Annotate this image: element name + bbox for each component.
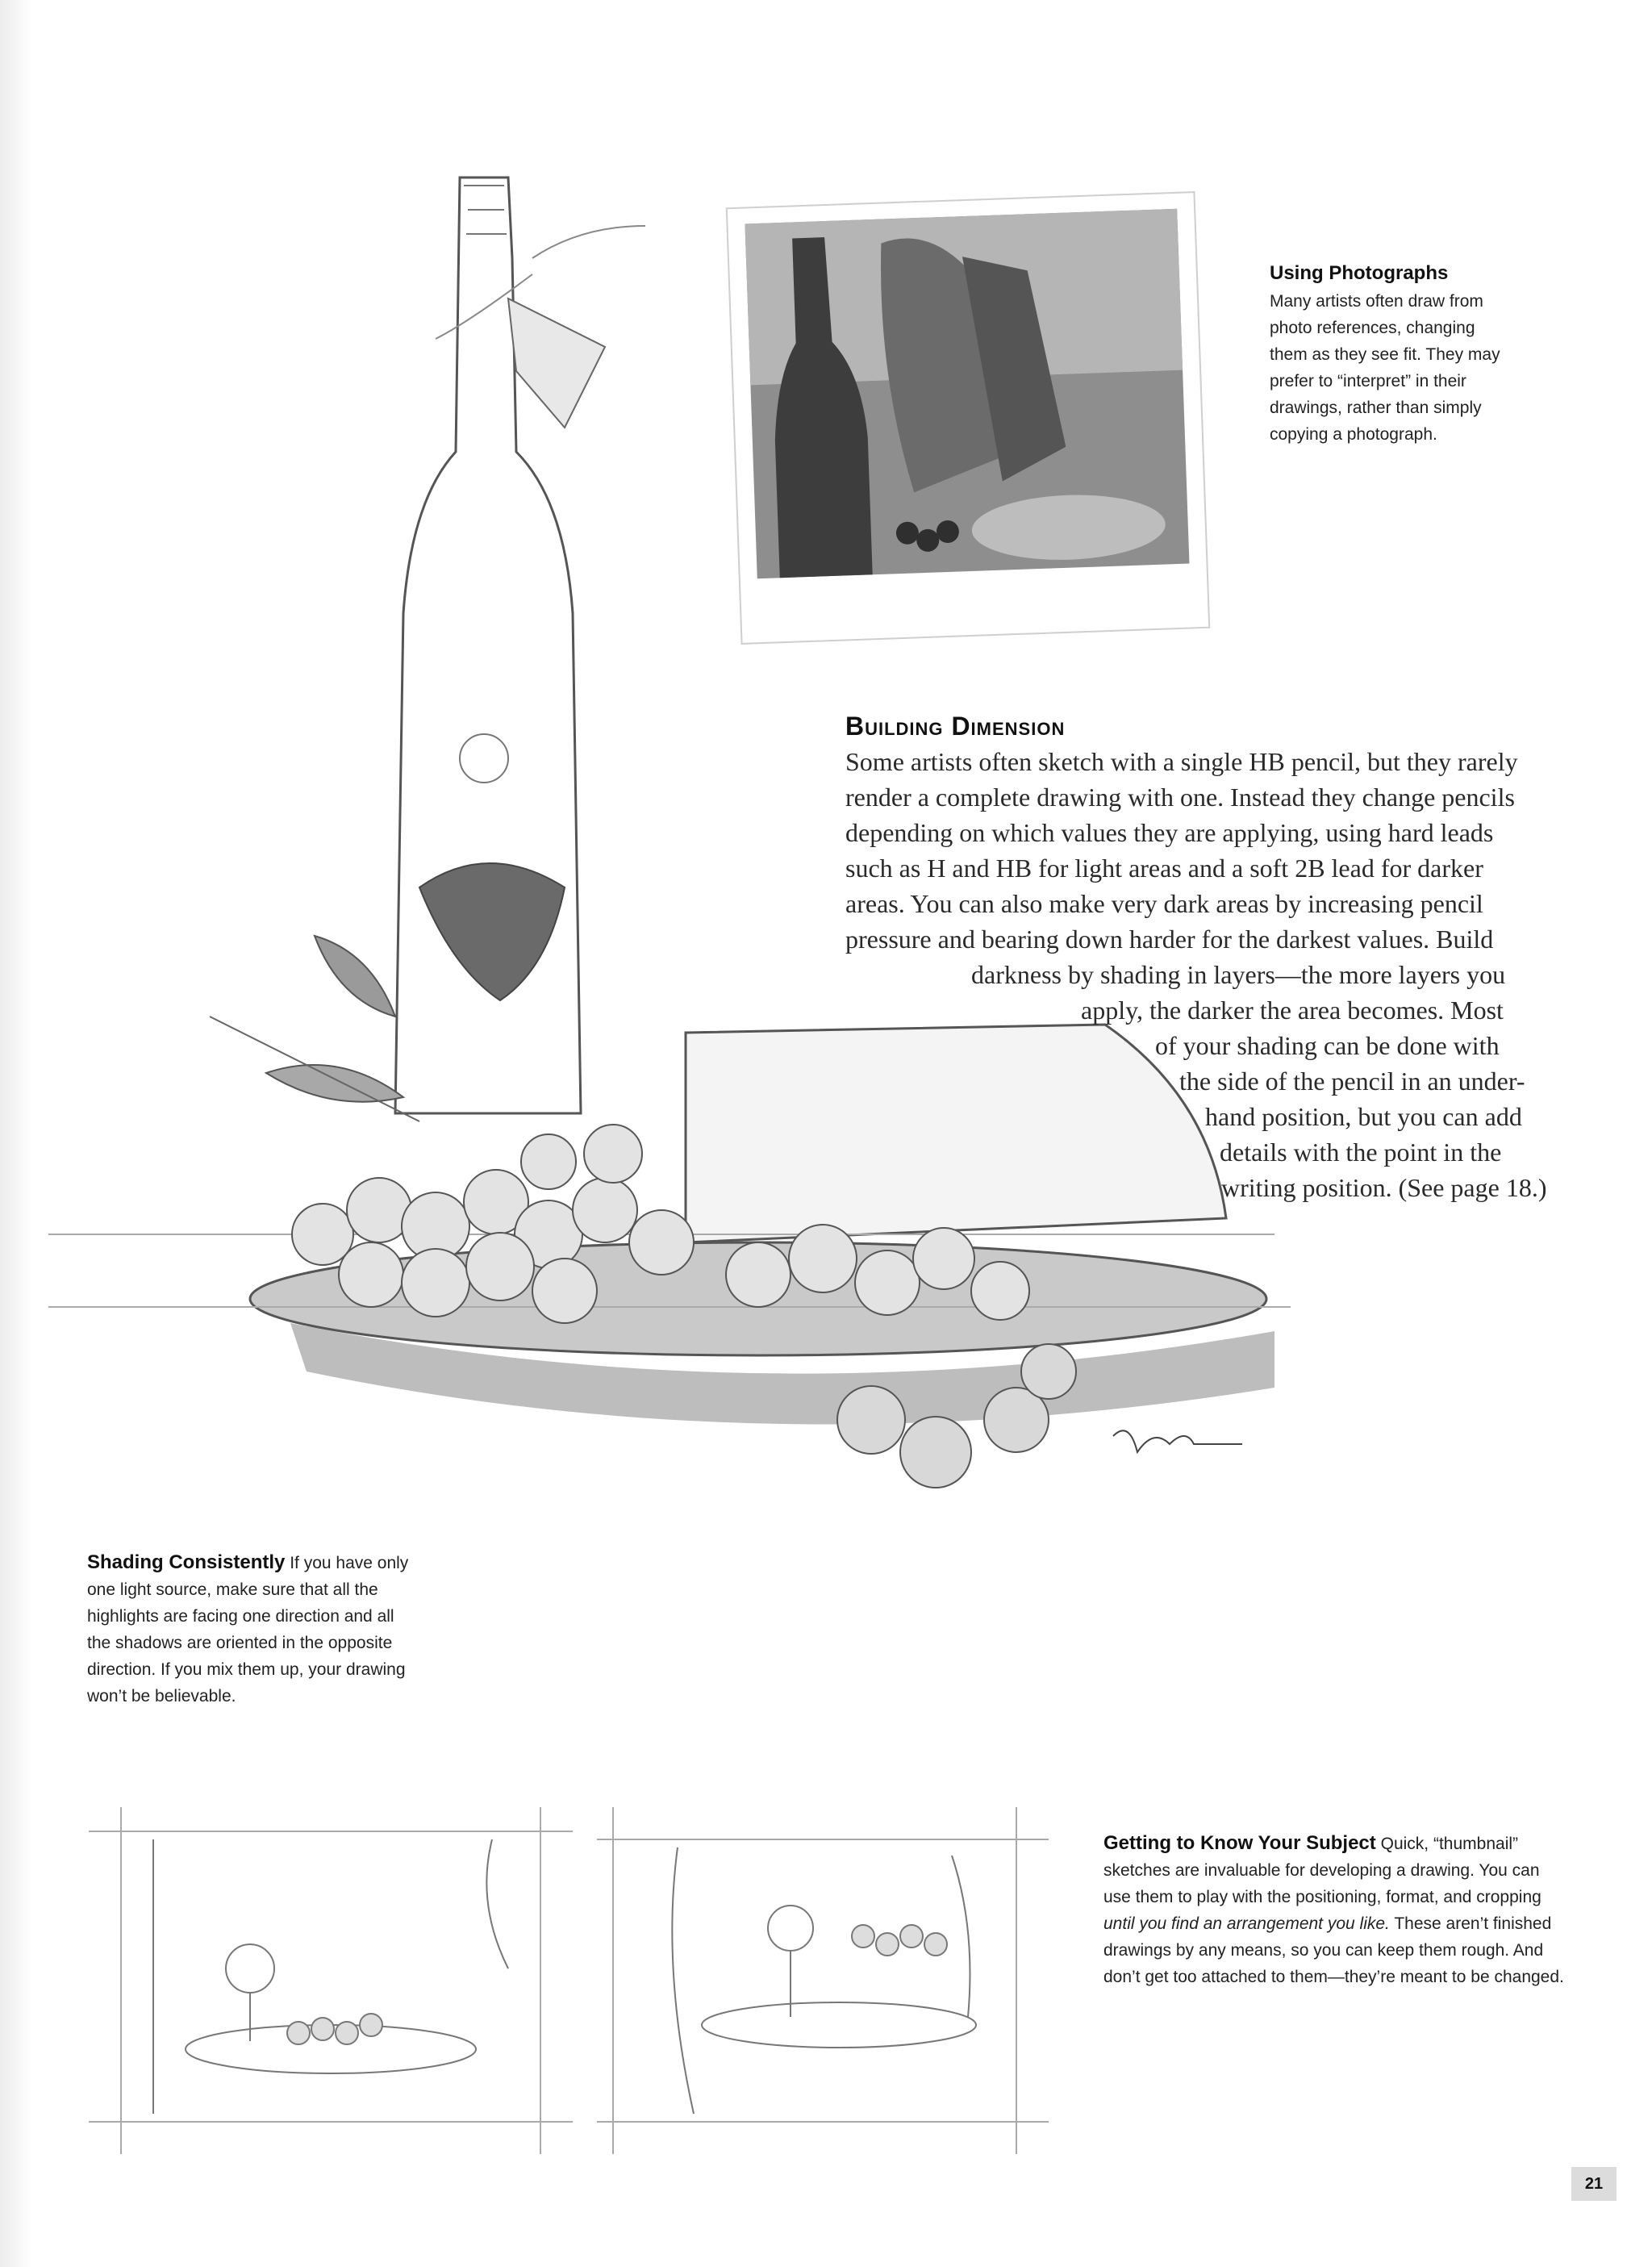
thumbnail-caption-heading: Getting to Know Your Subject xyxy=(1103,1832,1376,1854)
body-line: depending on which values they are applying, using hard leads xyxy=(845,818,1494,847)
thumbnail-sketch-2 xyxy=(597,1807,1049,2154)
shading-caption xyxy=(87,1549,410,1710)
thumbnail-caption-text: Quick, “thumbnail” sketches are invaluable for developing a drawing. You can use them to play with the positioning, format, and cropping xyxy=(1103,1835,1541,1906)
thumbnail-caption xyxy=(1103,1830,1571,1990)
body-line: details with the point in the xyxy=(1220,1138,1502,1167)
page-number: 21 xyxy=(1571,2167,1617,2201)
thumbnail-caption-italic: until you find an arrangement you like. xyxy=(1103,1914,1390,1933)
photo-caption-text: Many artists often draw from photo references, changing them as they see fit. They may prefer to “interpret” in their drawings, rather than simply copying a photograph. xyxy=(1270,292,1500,444)
body-line: of your shading can be done with xyxy=(1155,1031,1500,1060)
bottle-grapes xyxy=(419,863,565,1000)
leaf xyxy=(315,936,395,1017)
body-line: render a complete drawing with one. Instead they change pencils xyxy=(845,783,1515,812)
shading-caption-text: If you have only one light source, make sure that all the highlights are facing one direction and all the shadows are oriented in the opposite direction. If you mix them up, your drawing won’t be believable. xyxy=(87,1554,409,1705)
body-line: pressure and bearing down harder for the darkest values. Build xyxy=(845,925,1494,954)
body-line: Some artists often sketch with a single HB pencil, but they rarely xyxy=(845,747,1518,776)
leaf xyxy=(266,1065,403,1102)
photo-caption-heading: Using Photographs xyxy=(1270,262,1449,284)
page-gutter-shadow xyxy=(0,0,32,2267)
shading-caption-heading: Shading Consistently xyxy=(87,1551,286,1573)
body-line: hand position, but you can add xyxy=(1205,1102,1522,1131)
artist-signature-icon xyxy=(1113,1430,1242,1452)
photo-caption xyxy=(1270,260,1512,448)
cheese-wedge xyxy=(686,1025,1226,1242)
body-line: such as H and HB for light areas and a soft 2B lead for darker xyxy=(845,854,1483,883)
thumbnail-caption-text-end: These aren’t finished drawings by any means, so you can keep them rough. And don’t get too attached to them—they’re meant to be changed. xyxy=(1103,1914,1564,1986)
bottle-tag xyxy=(508,299,605,428)
body-line: areas. You can also make very dark areas by increasing pencil xyxy=(845,889,1483,918)
reference-photograph xyxy=(726,192,1210,644)
body-line: apply, the darker the area becomes. Most xyxy=(1081,996,1504,1025)
body-line: the side of the pencil in an under- xyxy=(1179,1067,1525,1096)
section-heading: Building Dimension xyxy=(845,712,1066,741)
thumbnail-sketch-1 xyxy=(89,1807,573,2154)
body-line: writing position. (See page 18.) xyxy=(1221,1173,1547,1202)
body-line: darkness by shading in layers—the more layers you xyxy=(971,960,1506,989)
